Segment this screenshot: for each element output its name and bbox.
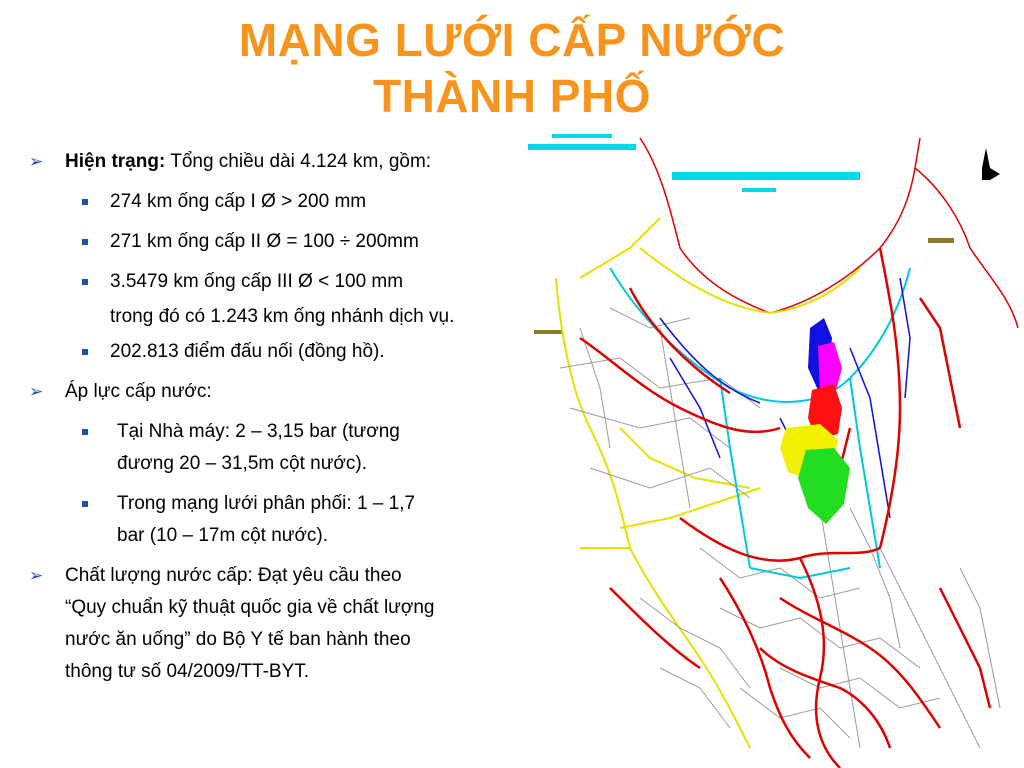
- square-bullet-icon: [82, 429, 88, 435]
- status-label: Hiện trạng:: [65, 151, 166, 172]
- square-bullet-icon: [82, 349, 88, 355]
- list-item: 202.813 điểm đấu nối (đồng hồ).: [26, 336, 510, 368]
- bullet-quality: ➢ Chất lượng nước cấp: Đạt yêu cầu theo “Quy chuẩn kỹ thuật quốc gia về chất lượng nước ăn uống” do Bộ Y tế ban hành theo thông tư số 04/2009/TT-BYT.: [26, 560, 510, 688]
- supply-zones: [780, 318, 850, 524]
- bullet-pressure: [26, 376, 510, 408]
- pressure-text: Áp lực cấp nước:: [65, 381, 212, 402]
- zone-green: [798, 448, 850, 524]
- map-header-bar: [552, 134, 612, 138]
- title-line-2: THÀNH PHỐ: [373, 70, 651, 122]
- distribution-pipes: [660, 278, 910, 518]
- square-bullet-icon: [82, 501, 88, 507]
- list-item: Tại Nhà máy: 2 – 3,15 bar (tương đương 20 – 31,5m cột nước).: [26, 416, 510, 480]
- legend-dash: [928, 238, 954, 243]
- arrow-bullet-icon: ➢: [29, 382, 44, 401]
- square-bullet-icon: [82, 199, 88, 205]
- arrow-bullet-icon: ➢: [29, 152, 44, 171]
- list-item: 274 km ống cấp I Ø > 200 mm: [26, 186, 510, 218]
- secondary-pipes: [610, 268, 910, 578]
- square-bullet-icon: [82, 239, 88, 245]
- legend-dash: [534, 330, 562, 334]
- title-line-1: MẠNG LƯỚI CẤP NƯỚC: [238, 14, 786, 66]
- list-item: Trong mạng lưới phân phối: 1 – 1,7 bar (10 – 17m cột nước).: [26, 488, 510, 552]
- bullet-list: [26, 146, 510, 688]
- zone-magenta: [818, 342, 842, 390]
- list-item: 271 km ống cấp II Ø = 100 ÷ 200mm: [26, 226, 510, 258]
- map-coastline: [640, 138, 1018, 328]
- north-arrow-icon: [982, 148, 1000, 180]
- main-pipes: [580, 248, 990, 768]
- map-label-bar: [742, 188, 776, 192]
- status-continuation: trong đó có 1.243 km ống nhánh dịch vụ.: [110, 306, 455, 327]
- page-title: [120, 12, 904, 124]
- water-network-map: [520, 128, 1024, 768]
- arrow-bullet-icon: ➢: [29, 566, 44, 585]
- list-item: 3.5479 km ống cấp III Ø < 100 mm: [26, 266, 510, 298]
- map-header-bar: [528, 144, 636, 150]
- square-bullet-icon: [82, 279, 88, 285]
- map-label-bar: [672, 172, 860, 180]
- status-text: Tổng chiều dài 4.124 km, gồm:: [165, 151, 432, 172]
- bullet-status: [26, 146, 510, 178]
